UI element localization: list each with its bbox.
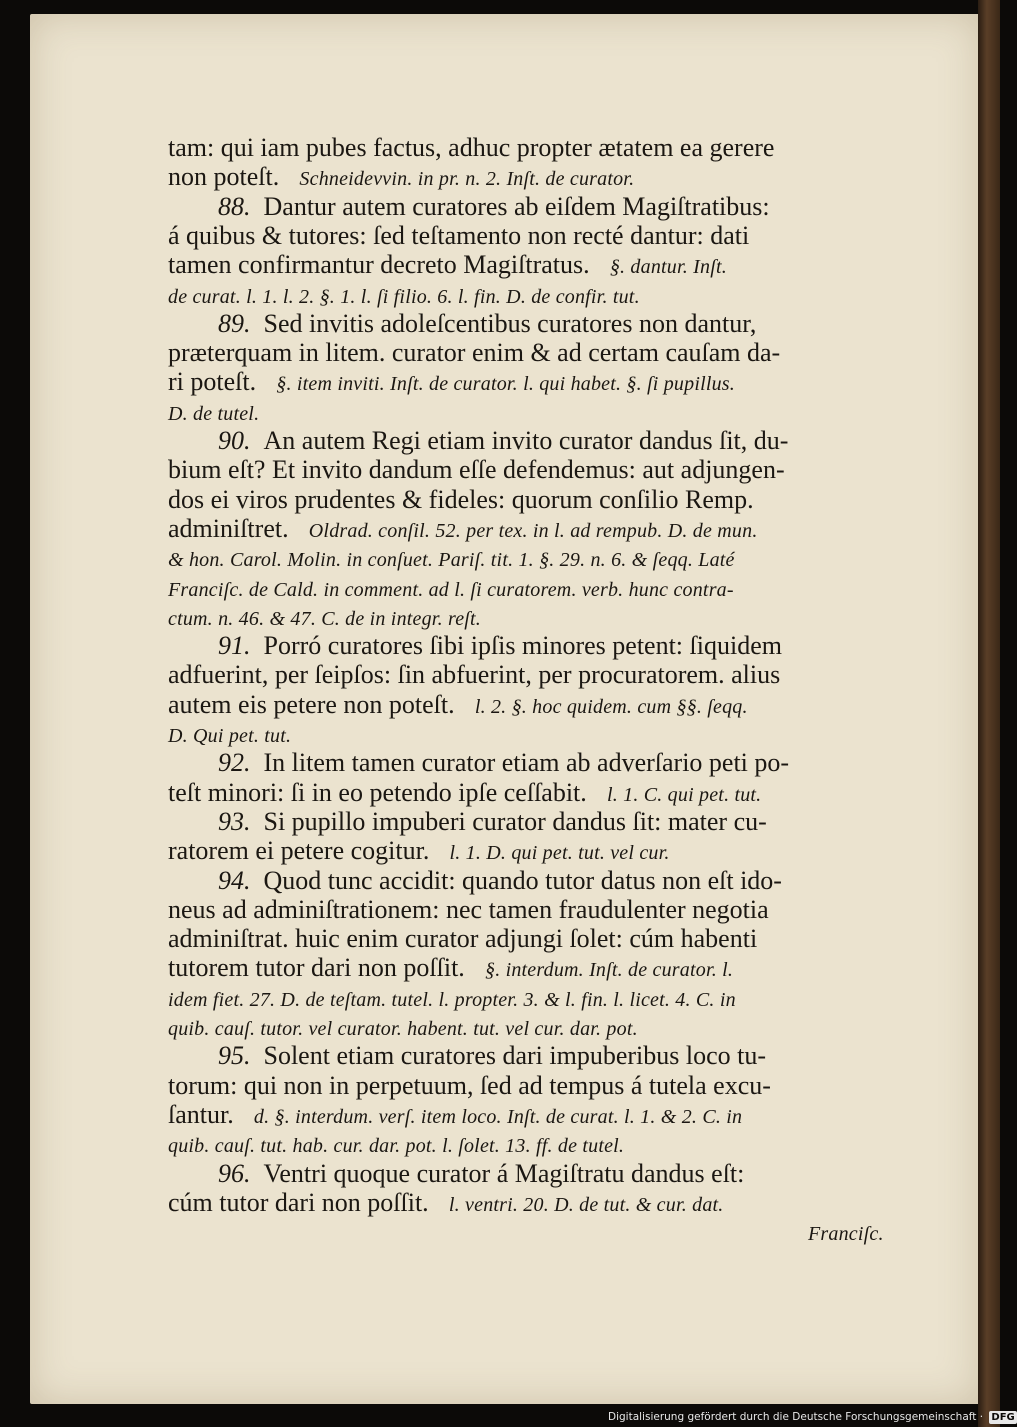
line-text: Ventri quoque curator á Magiſtratu dandus eſt: [263,1158,745,1188]
text-line [168,659,780,691]
line-text: Solent etiam curatores dari impuberibus loco tu- [263,1041,767,1071]
text-line [168,220,749,252]
text-line [168,1187,724,1221]
paragraph-number: 95. [218,1041,264,1071]
line-text: tam: qui iam pubes factus, adhuc propter ætatem ea gerere [168,133,775,162]
line-text: ri poteſt. [168,367,257,397]
legal-citation: Franciſc. [808,1223,884,1246]
text-line [218,747,789,779]
paragraph-number: 88. [218,191,264,221]
line-text: Dantur autem curatores ab eiſdem Magiſtratibus: [263,191,770,221]
legal-citation: Schneidevvin. in pr. n. 2. Inſt. de curator. [279,168,635,191]
text-line [218,1040,766,1072]
line-text: Si pupillo impuberi curator dandus ſit: mater cu- [263,806,767,836]
dfg-logo-icon: DFG [991,1411,1015,1423]
line-text: præterquam in litem. curator enim & ad certam cauſam da- [168,338,781,368]
line-text: adminiſtret. [168,513,289,543]
text-line [218,1158,744,1190]
paragraph-number: 89. [218,308,264,338]
line-text: adminiſtrat. huic enim curator adjungi ſolet: cúm habenti [168,924,758,954]
text-line [168,337,780,369]
line-text: dos ei viros prudentes & fideles: quorum conſilio Remp. [168,484,754,514]
line-text: ratorem ei petere cogitur. [168,836,430,866]
legal-citation: D. Qui pet. tut. [168,725,292,747]
text-line [168,1070,771,1102]
line-text: cúm tutor dari non poſſit. [168,1187,429,1217]
legal-citation: Franciſc. de Cald. in comment. ad l. ſi curatorem. verb. hunc contra- [168,578,734,601]
text-line [168,923,757,955]
line-text: An autem Regi etiam invito curator dandus ſit, du- [263,426,789,455]
paragraph-number: 96. [218,1158,264,1188]
legal-citation: de curat. l. 1. l. 2. §. 1. l. ſi filio. 6. l. fin. D. de confir. tut. [168,285,640,308]
paragraph-number: 90. [218,426,264,455]
legal-citation: quib. cauſ. tut. hab. cur. dar. pot. l. ſolet. 13. ff. de tutel. [168,1135,625,1158]
legal-citation: l. ventri. 20. D. de tut. & cur. dat. [428,1193,724,1216]
line-text: non poteſt. [168,162,280,192]
text-line [168,484,754,516]
book-spine [978,0,1000,1427]
paragraph-number: 92. [218,748,264,778]
text-line [168,132,774,164]
legal-citation: Oldrad. conſil. 52. per tex. in l. ad rempub. D. de mun. [288,519,758,542]
text-line [218,865,782,897]
text-line [218,806,767,838]
line-text: ſantur. [168,1099,234,1129]
line-text: bium eſt? Et invito dandum eſſe defendemus: aut adjungen- [168,455,785,485]
line-text: In litem tamen curator etiam ab adverſario peti po- [263,748,790,778]
legal-citation: D. de tutel. [168,402,260,425]
book-page [30,14,980,1404]
line-text: teſt minori: ſi in eo petendo ipſe ceſſabit. [168,777,587,807]
legal-citation: l. 1. D. qui pet. tut. vel cur. [429,842,670,865]
legal-citation: ctum. n. 46. & 47. C. de in integr. reſt. [168,607,481,630]
text-line [218,308,756,340]
legal-citation: §. dantur. Inſt. [589,256,727,279]
line-text: Quod tunc accidit: quando tutor datus non eſt ido- [263,865,782,895]
legal-citation: idem fiet. 27. D. de teſtam. tutel. l. propter. 3. & l. fin. l. licet. 4. C. in [168,988,736,1011]
legal-citation: quib. cauſ. tutor. vel curator. habent. tut. vel cur. dar. pot. [168,1018,638,1040]
line-text: adfuerint, per ſeipſos: ſin abfuerint, per procuratorem. alius [168,660,781,690]
line-text: autem eis petere non poteſt. [168,689,455,719]
line-text: Porró curatores ſibi ipſis minores petent: ſiquidem [263,631,782,661]
line-text: neus ad adminiſtrationem: nec tamen fraudulenter negotia [168,894,769,924]
text-line [218,630,782,662]
text-line [168,894,769,926]
line-text: á quibus & tutores: ſed teſtamento non recté dantur: dati [168,220,750,250]
legal-citation: l. 1. C. qui pet. tut. [586,783,762,806]
text-line [218,425,788,457]
text-line [168,454,785,486]
paragraph-number: 91. [218,631,264,661]
legal-citation: §. interdum. Inſt. de curator. l. [464,959,734,982]
legal-citation: l. 2. §. hoc quidem. cum §§. ſeqq. [454,695,748,718]
footer-text: Digitalisierung gefördert durch die Deutsche Forschungsgemeinschaft [608,1411,977,1423]
line-text: tamen confirmantur decreto Magiſtratus. [168,250,590,280]
paragraph-number: 93. [218,806,264,836]
legal-citation: §. item inviti. Inſt. de curator. l. qui habet. §. ſi pupillus. [256,373,735,396]
legal-citation: & hon. Carol. Molin. in conſuet. Pariſ. tit. 1. §. 29. n. 6. & ſeqq. Laté [168,549,735,572]
footer-credit: Digitalisierung gefördert durch die Deutsche Forschungsgemeinschaft · DFG [608,1411,1015,1423]
line-text: torum: qui non in perpetuum, ſed ad tempus á tutela excu- [168,1070,771,1100]
text-line [218,191,770,223]
line-text: Sed invitis adoleſcentibus curatores non dantur, [263,308,757,338]
legal-citation: d. §. interdum. verſ. item loco. Inſt. de curat. l. 1. & 2. C. in [233,1105,743,1128]
line-text: tutorem tutor dari non poſſit. [168,953,465,983]
paragraph-number: 94. [218,865,264,895]
text-line [808,1216,884,1250]
